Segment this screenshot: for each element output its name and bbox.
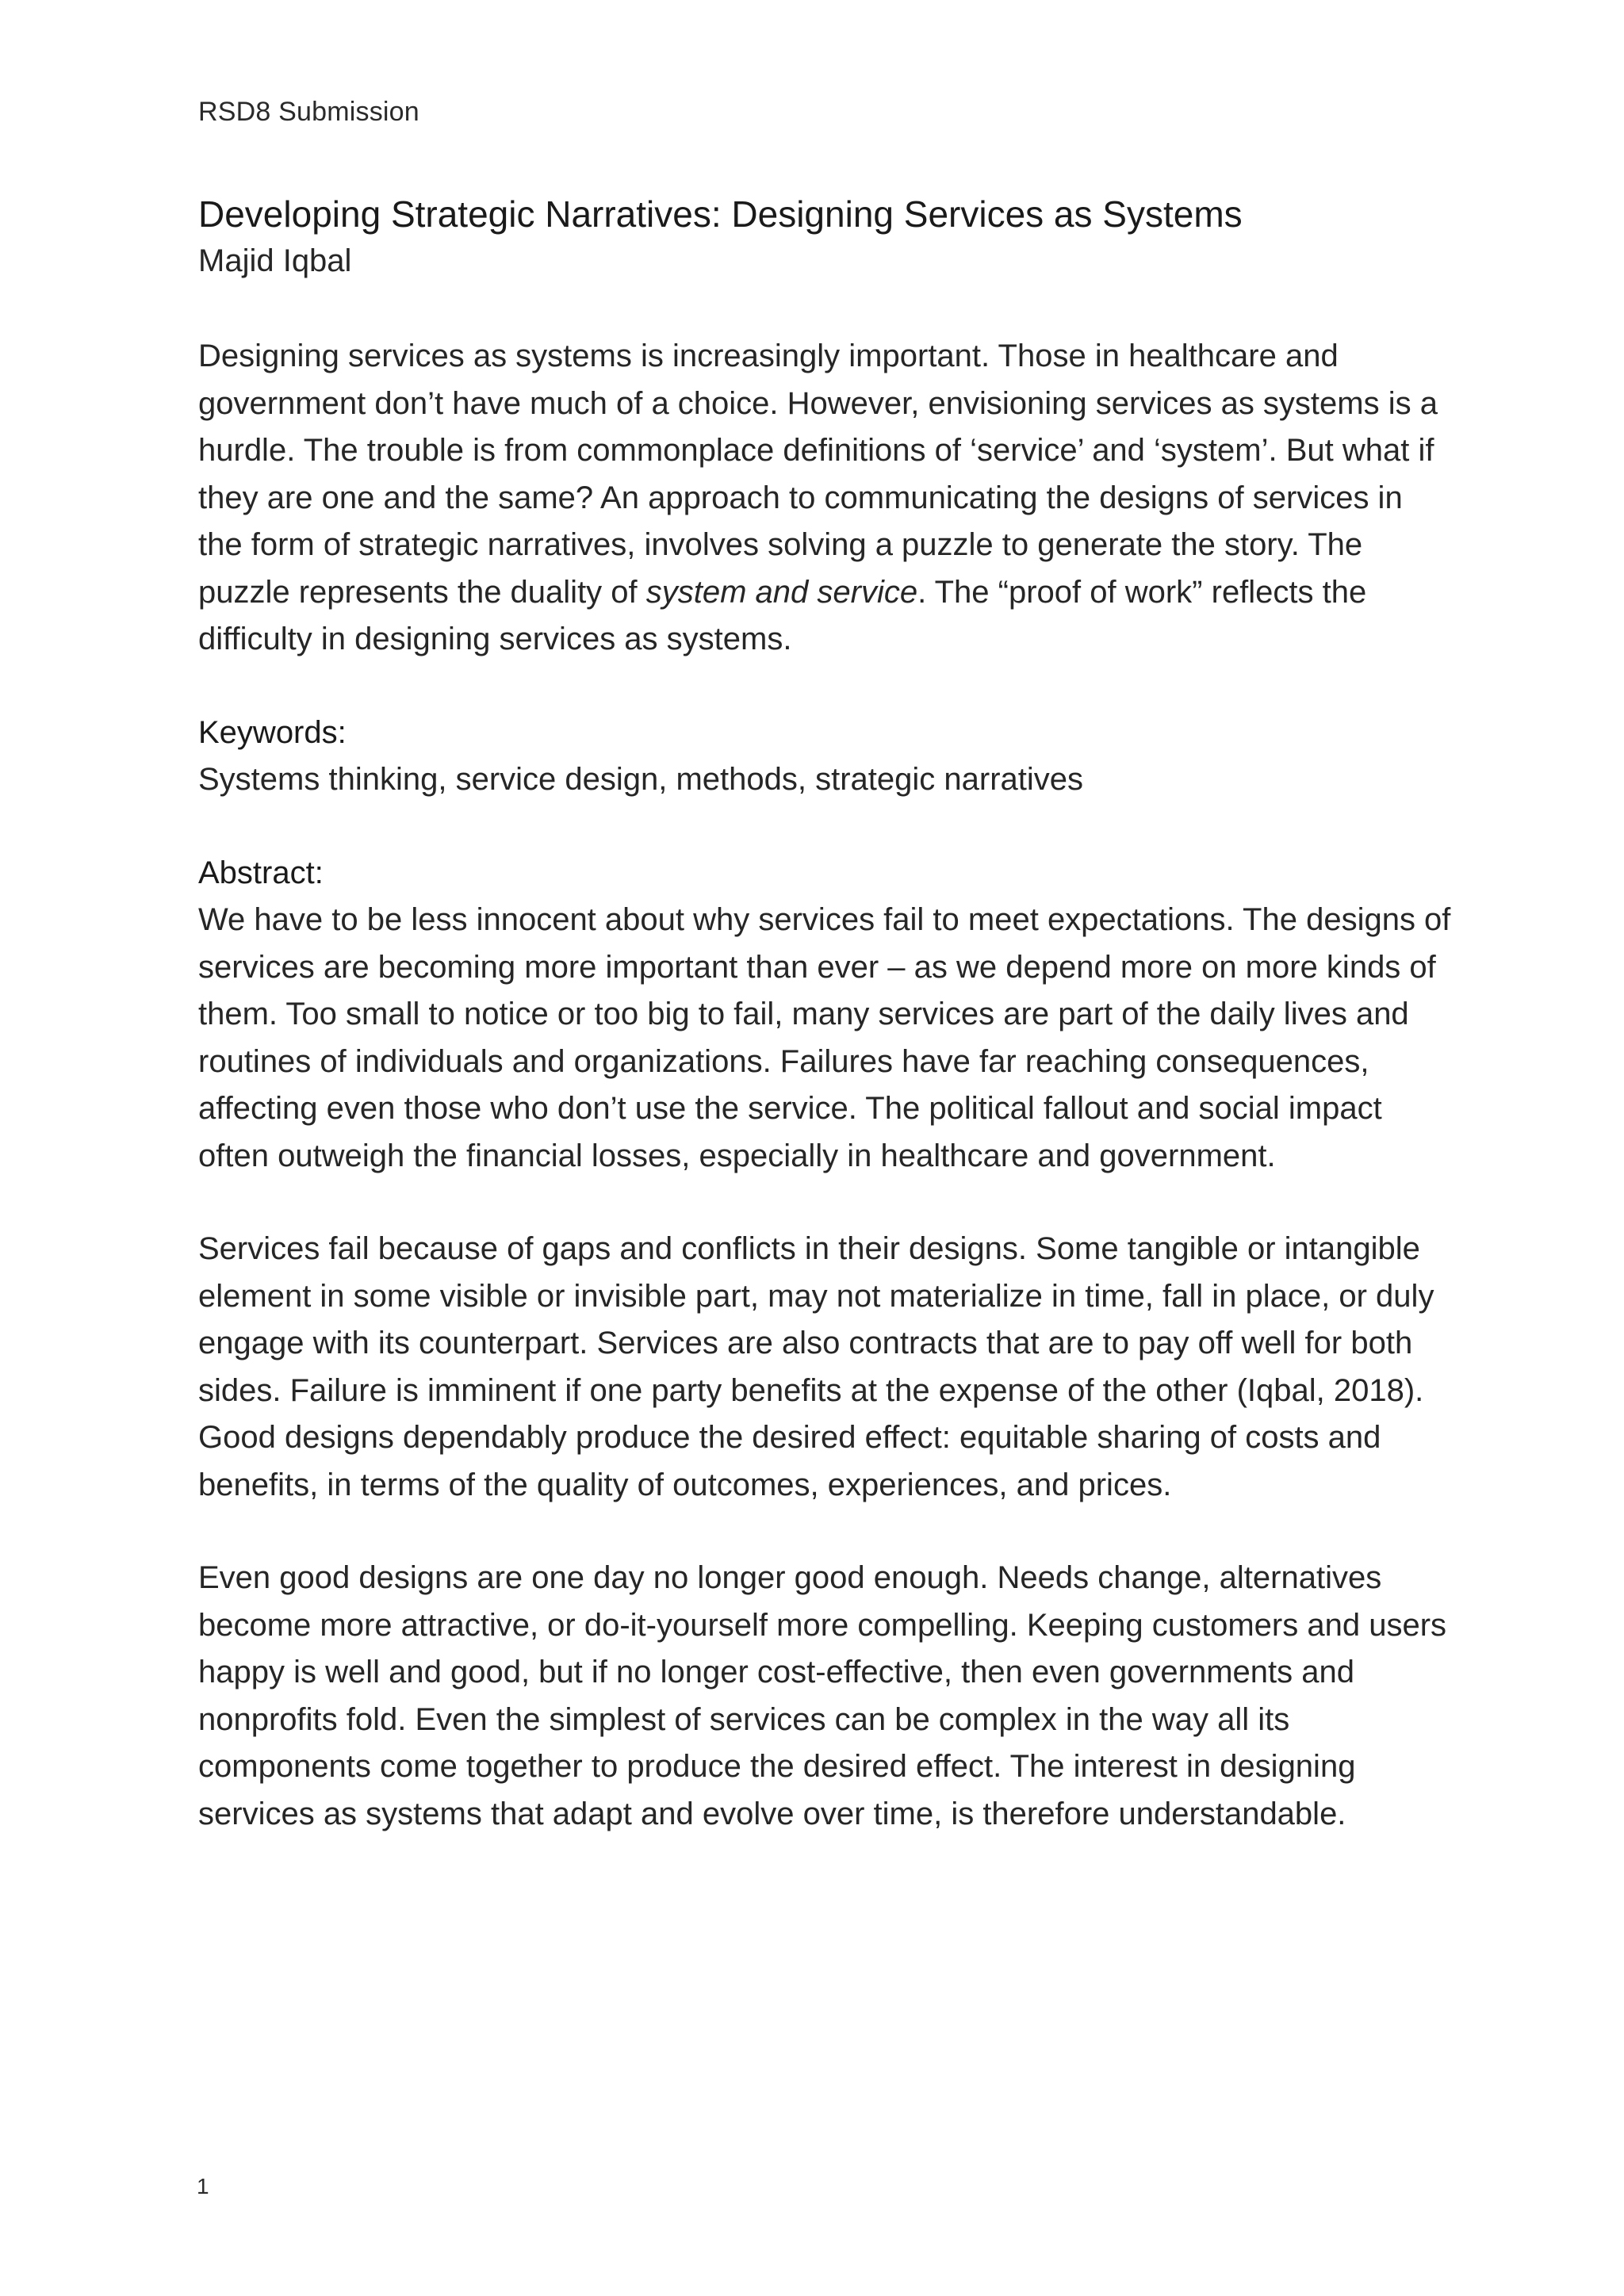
abstract-paragraph: Even good designs are one day no longer good enough. Needs change, alternatives become more attractive, or do-it-yourself more compelling. Keeping customers and users happy is well and good, but if no longer cost-effective, then even governments and nonprofits fold. Even the simplest of services can be complex in the way all its components come together to produce the desired effect. The interest in designing services as systems that adapt and evolve over time, is therefore understandable. <box>198 1560 1447 1831</box>
page-number: 1 <box>197 2174 209 2198</box>
running-header: RSD8 Submission <box>198 97 419 127</box>
paper-title: Developing Strategic Narratives: Designing Services as Systems <box>198 193 1243 235</box>
keywords-text: Systems thinking, service design, methods, strategic narratives <box>198 762 1084 797</box>
abstract-paragraph: We have to be less innocent about why services fail to meet expectations. The designs of services are becoming more important than ever – as we depend more on more kinds of them. Too small to notice or too big to fail, many services are part of the daily lives and routines of individuals and organizations. Failures have far reaching consequences, affecting even those who don’t use the service. The political fallout and social impact often outweigh the financial losses, especially in healthcare and government. <box>198 902 1451 1173</box>
summary-text-start: Designing services as systems is increasingly important. Those in healthcare and government don’t have much of a choice. However, envisioning services as systems is a hurdle. The trouble is from commonplace definitions of ‘service’ and ‘system’. But what if they are one and the same? An approach to communicating the designs of services in the form of strategic narratives, involves solving a puzzle to generate the story. The puzzle represents the duality of <box>198 339 1438 610</box>
keywords-label: Keywords: <box>198 714 347 750</box>
summary-italic-phrase: system and service <box>645 574 918 610</box>
author-name: Majid Iqbal <box>198 243 352 278</box>
summary-paragraph <box>198 333 1451 664</box>
abstract-paragraph: Services fail because of gaps and conflicts in their designs. Some tangible or intangible element in some visible or invisible part, may not materialize in time, fall in place, or duly engage with its counterpart. Services are also contracts that are to pay off well for both sides. Failure is imminent if one party benefits at the expense of the other (Iqbal, 2018). Good designs dependably produce the desired effect: equitable sharing of costs and benefits, in terms of the quality of outcomes, experiences, and prices. <box>198 1231 1434 1502</box>
abstract-label: Abstract: <box>198 855 324 890</box>
document-body <box>198 190 1451 1838</box>
summary-text-end: . The “proof of work” reflects the difficulty in designing services as systems. <box>198 574 1367 656</box>
